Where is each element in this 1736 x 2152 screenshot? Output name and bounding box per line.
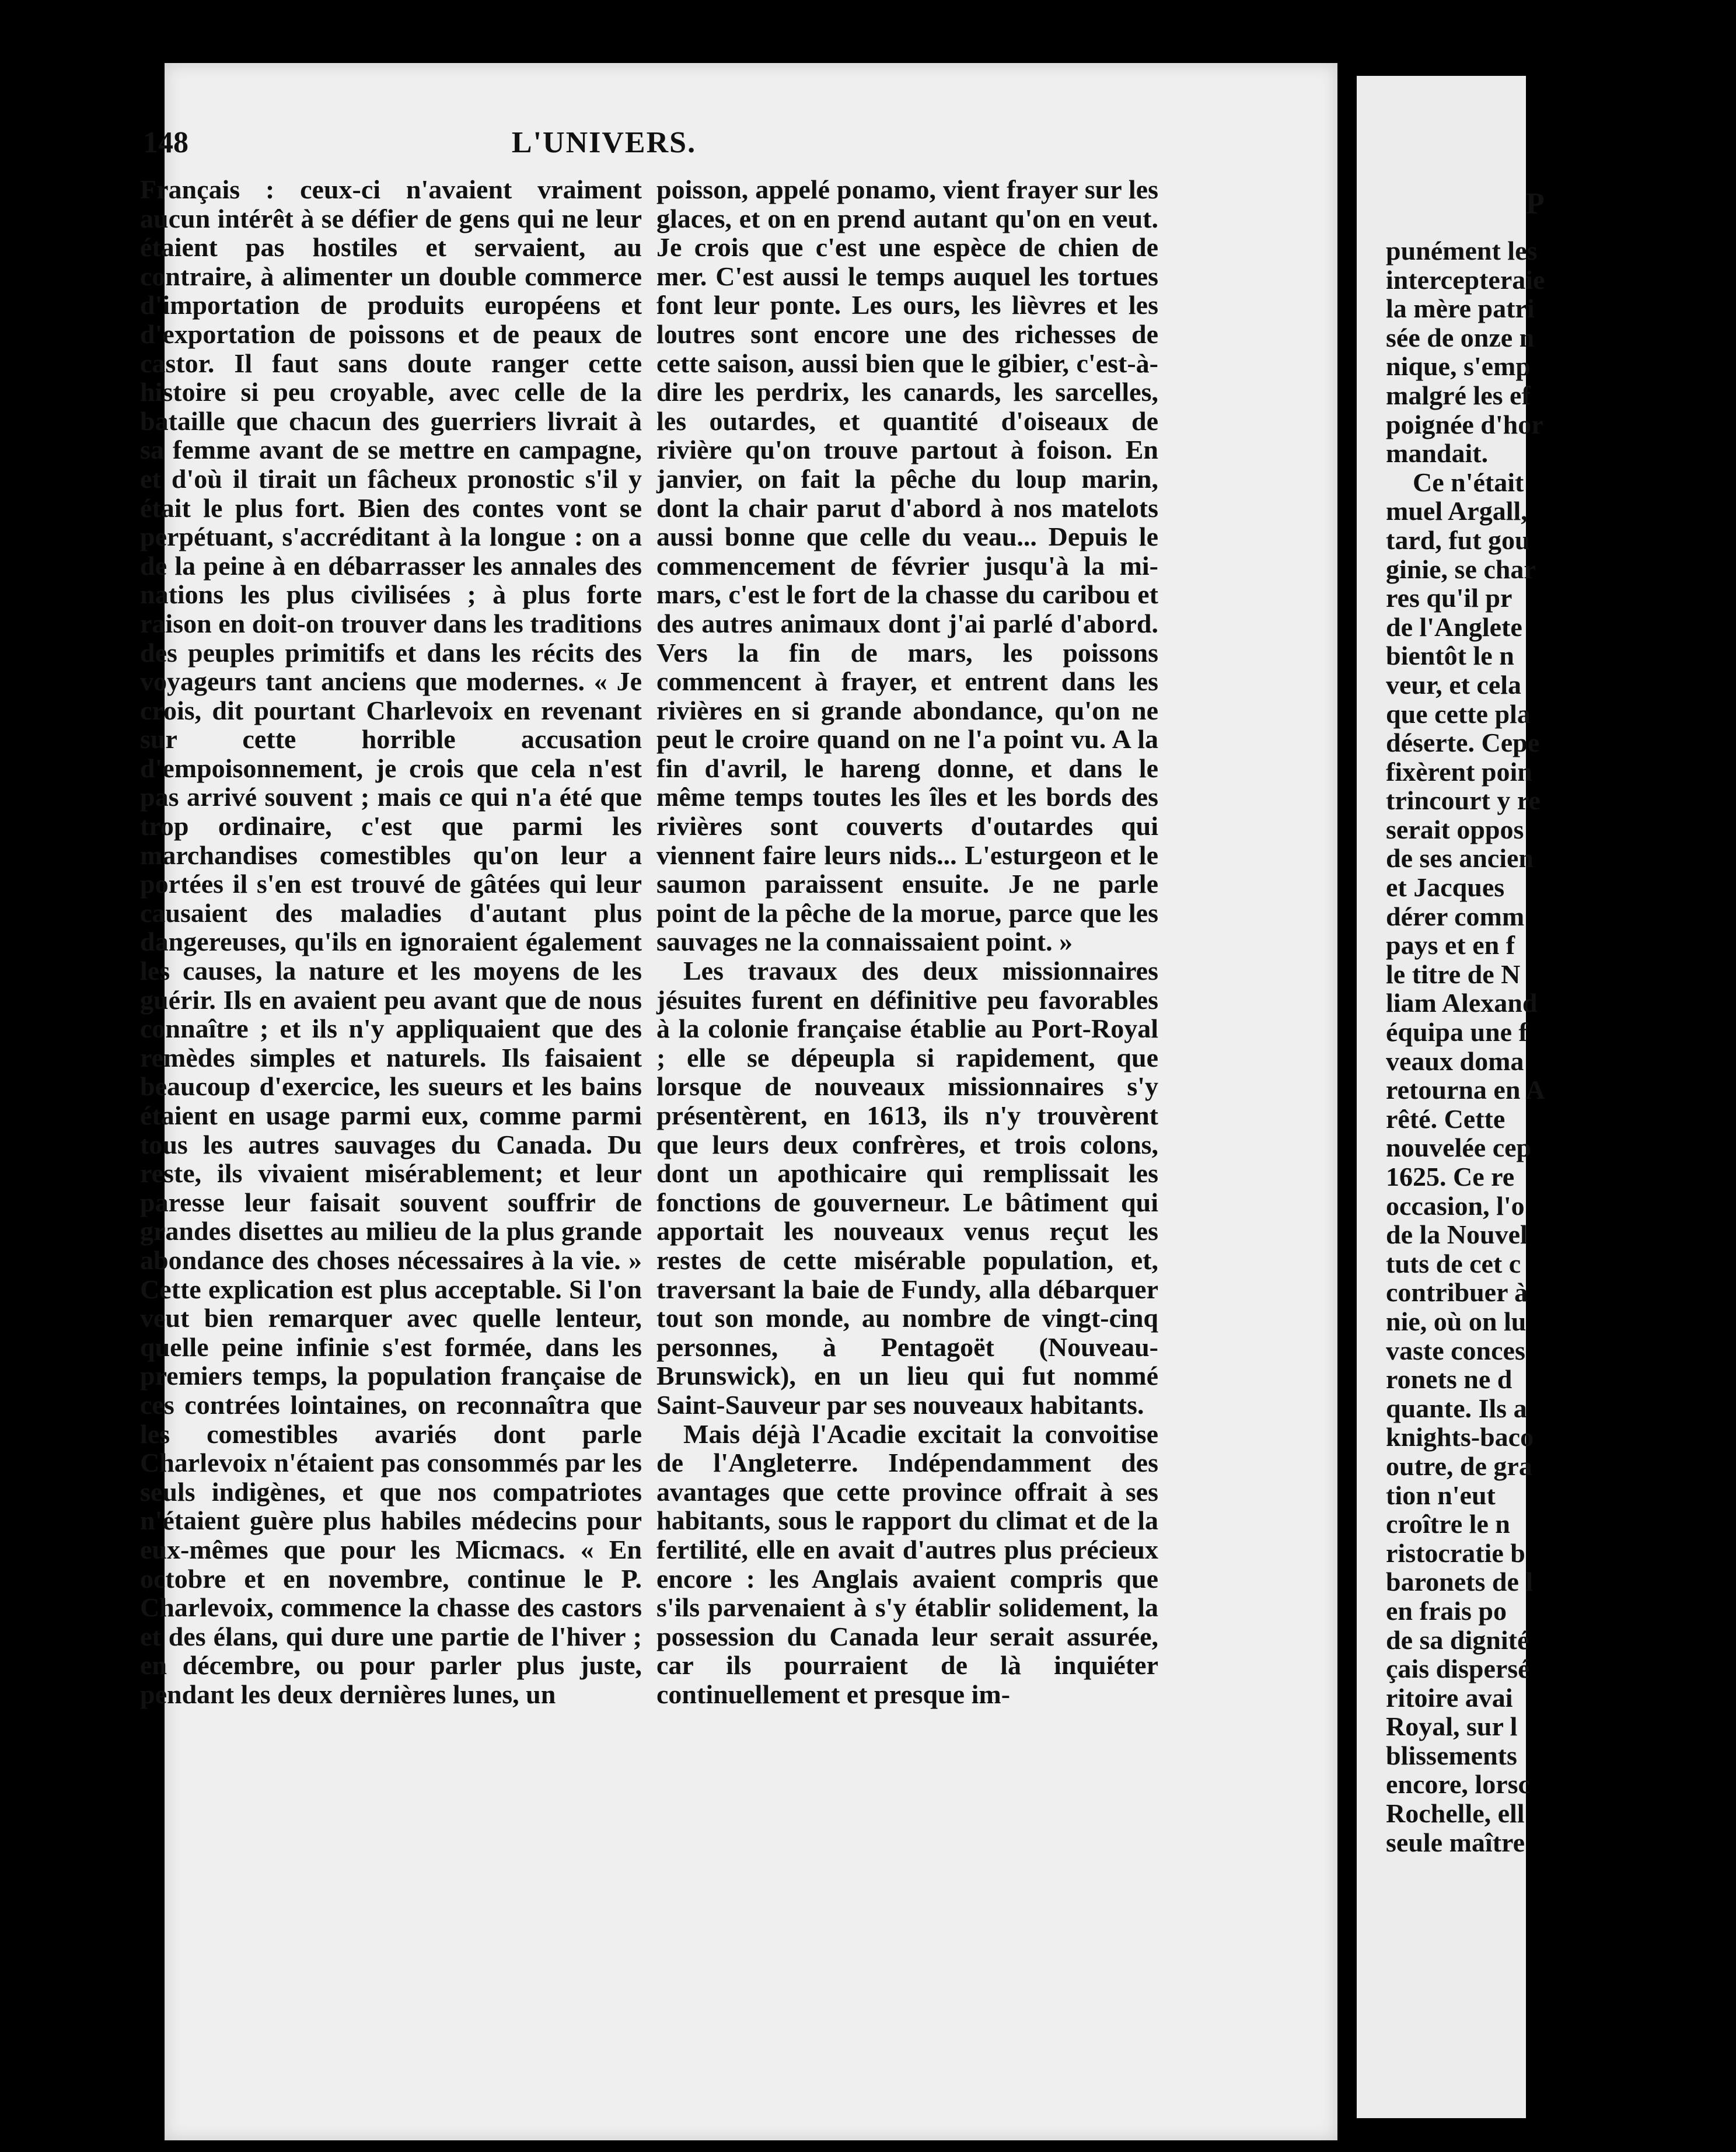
next-page-line: pays et en f (1386, 930, 1515, 960)
text-column-left (140, 175, 642, 1867)
next-page-line: ronets ne d (1386, 1364, 1513, 1395)
next-page-line: punément les (1386, 236, 1538, 265)
next-page-line: trincourt y re (1386, 785, 1541, 816)
next-page-line: quante. Ils a (1386, 1393, 1527, 1423)
next-page-line: poignée d'hor (1386, 409, 1543, 439)
next-page-line: retourna en A (1386, 1075, 1545, 1105)
next-page-line: malgré les ef (1386, 380, 1531, 410)
paragraph: Français : ceux-ci n'avaient vraiment aucun intérêt à se défier de gens qui ne leur étaient pas hostiles et servaient, au contraire, à alimenter un double commerce d'importation de produits européens et d'exportation de poissons et de peaux de castor. Il faut sans doute ranger cette histoire si peu croyable, avec celle de la bataille que chacun des guerriers livrait à sa femme avant de se mettre en campagne, et d'où il tirait un fâcheux pronostic s'il y était le plus fort. Bien des contes vont se perpétuant, s'accréditant à la longue : on a de la peine à en débarrasser les annales des nations les plus civilisées ; à plus forte raison en doit-on trouver dans les traditions des peuples primitifs et dans les récits des voyageurs tant anciens que modernes. « Je crois, dit pourtant Charlevoix en revenant sur cette horrible accusation d'empoisonnement, je crois que cela n'est pas arrivé souvent ; mais ce qui n'a été que trop ordinaire, c'est que parmi les marchandises comestibles qu'on leur a portées il s'en est trouvé de gâtées qui leur causaient des maladies d'autant plus dangereuses, qu'ils en ignoraient également les causes, la nature et les moyens de les guérir. Ils en avaient peu avant que de nous connaître ; et ils n'y appliquaient que des remèdes simples et naturels. Ils faisaient beaucoup d'exercice, les sueurs et les bains étaient en usage parmi eux, comme parmi tous les autres sauvages du Canada. Du reste, ils vivaient misérablement; et leur paresse leur faisait souvent souffrir de grandes disettes au milieu de la plus grande abondance des choses nécessaires à la vie. » Cette explication est plus acceptable. Si l'on veut bien remarquer avec quelle lenteur, quelle peine infinie s'est formée, dans les premiers temps, la population française de ces contrées lointaines, on reconnaîtra que les comestibles avariés dont parle Charlevoix n'étaient pas consommés par les seuls indigènes, et que nos compatriotes n'étaient guère plus habiles médecins pour eux-mêmes que pour les Micmacs. « En octobre et en novembre, continue le P. Charlevoix, commence la chasse des castors et des élans, qui dure une partie de l'hiver ; en décembre, ou pour parler plus juste, pendant les deux dernières lunes, un (140, 174, 642, 1709)
next-page-line: et Jacques (1386, 872, 1505, 903)
next-page-line: liam Alexand (1386, 988, 1538, 1018)
next-page-line: 1625. Ce re (1386, 1162, 1515, 1192)
next-page-line: Rochelle, ell (1386, 1798, 1525, 1829)
paragraph: Mais déjà l'Acadie excitait la convoitise de l'Angleterre. Indépendamment des avantages que cette province offrait à ses habitants, sous le rapport du climat et de la fertilité, elle en avait d'autres plus précieux encore : les Anglais avaient compris que s'ils parvenaient à s'y établir solidement, la possession du Canada leur serait assurée, car ils pourraient de là inquiéter continuellement et presque im- (656, 1419, 1158, 1709)
next-page-line: tuts de cet c (1386, 1248, 1521, 1278)
next-page-line: contribuer à (1386, 1277, 1528, 1308)
next-page-line: baronets de l (1386, 1567, 1534, 1597)
next-page-line: ginie, se char (1386, 554, 1536, 584)
next-page-lines (1386, 236, 1736, 1857)
next-page-line: serait oppos (1386, 814, 1524, 844)
next-page-line: croître le n (1386, 1509, 1510, 1539)
next-page-line: tard, fut gou (1386, 525, 1530, 555)
next-page-line: blissements (1386, 1740, 1517, 1770)
next-page-line: de l'Anglete (1386, 612, 1522, 642)
next-page-line: en frais po (1386, 1595, 1507, 1626)
next-page-line: outre, de gra (1386, 1451, 1532, 1481)
next-page-line: sée de onze n (1386, 322, 1535, 352)
next-page-header: P (1526, 187, 1545, 221)
next-page-line: intercepteraie (1386, 264, 1545, 295)
running-title: L'UNIVERS. (511, 126, 697, 159)
paragraph: poisson, appelé ponamo, vient frayer sur les glaces, et on en prend autant qu'on en veut. Je crois que c'est une espèce de chien de mer. C'est aussi le temps auquel les tortues font leur ponte. Les ours, les lièvres et les loutres sont encore une des richesses de cette saison, aussi bien que le gibier, c'est-à-dire les perdrix, les canards, les sarcelles, les outardes, et quantité d'oiseaux de rivière qu'on trouve partout à foison. En janvier, on fait la pêche du loup marin, dont la chair parut d'abord à nos matelots aussi bonne que celle du veau... Depuis le commencement de février jusqu'à la mi-mars, c'est le fort de la chasse du caribou et des autres animaux dont j'ai parlé d'abord. Vers la fin de mars, les poissons commencent à frayer, et entrent dans les rivières en si grande abondance, qu'on ne peut le croire quand on ne l'a point vu. A la fin d'avril, le hareng donne, et dans le même temps toutes les îles et les bords des rivières sont couverts d'outardes qui viennent faire leurs nids... L'esturgeon et le saumon paraissent ensuite. Je ne parle point de la pêche de la morue, parce que les sauvages ne la connaissaient point. » (656, 174, 1158, 957)
next-page-line: nique, s'emp (1386, 351, 1531, 382)
next-page-line: ristocratie b (1386, 1538, 1525, 1568)
next-page-line: déserte. Cepe (1386, 728, 1540, 758)
next-page-line: seule maître (1386, 1827, 1525, 1857)
next-page-line: rêté. Cette (1386, 1103, 1506, 1134)
next-page-line: fixèrent poin (1386, 756, 1532, 787)
next-page-line: bientôt le n (1386, 641, 1514, 671)
next-page-fragment (1357, 76, 1545, 2118)
next-page-line: muel Argall, (1386, 496, 1528, 526)
next-page-line: la mère patri (1386, 294, 1535, 324)
next-page-line: veur, et cela (1386, 669, 1522, 700)
next-page-line: équipa une f (1386, 1017, 1528, 1047)
next-page-line: Royal, sur l (1386, 1711, 1518, 1742)
next-page-line: occasion, l'o (1386, 1190, 1525, 1221)
next-page-line: res qu'il pr (1386, 583, 1513, 613)
next-page-line: ritoire avai (1386, 1682, 1513, 1713)
page-gutter (1337, 0, 1357, 2152)
next-page-line: de ses ancien (1386, 843, 1534, 874)
next-page-line: vaste conces (1386, 1335, 1525, 1365)
page-number: 148 (143, 126, 188, 159)
next-page-line: tion n'eut (1386, 1480, 1496, 1510)
next-page-line: Ce n'était (1413, 467, 1524, 497)
next-page-line: encore, lorsc (1386, 1769, 1530, 1800)
next-page-line: mandait. (1386, 438, 1489, 469)
next-page-line: le titre de N (1386, 959, 1521, 989)
next-page-line: de sa dignité (1386, 1625, 1529, 1655)
next-page-line: veaux doma (1386, 1046, 1524, 1076)
next-page-line: de la Nouvel (1386, 1220, 1528, 1250)
paragraph: Les travaux des deux missionnaires jésuites furent en définitive peu favorables à la colonie française établie au Port-Royal ; elle se dépeupla si rapidement, que lorsque de nouveaux missionnaires s'y présentèrent, en 1613, ils n'y trouvèrent que leurs deux confrères, et trois colons, dont un apothicaire qui remplissait les fonctions de gouverneur. Le bâtiment qui apportait les nouveaux venus reçut les restes de cette misérable population, et, traversant la baie de Fundy, alla débarquer tout son monde, au nombre de vingt-cinq personnes, à Pentagoët (Nouveau-Brunswick), en un lieu qui fut nommé Saint-Sauveur par ses nouveaux habitants. (656, 956, 1158, 1420)
next-page-line: nouvelée cep (1386, 1133, 1532, 1163)
page-header (143, 125, 1065, 166)
next-page-line: dérer comm (1386, 901, 1525, 931)
next-page-line: nie, où on lu (1386, 1306, 1527, 1336)
next-page-line: que cette pla (1386, 698, 1531, 729)
next-page-line: knights-baco (1386, 1422, 1534, 1452)
text-column-right (656, 175, 1158, 1867)
next-page-line: çais dispersé (1386, 1654, 1530, 1684)
